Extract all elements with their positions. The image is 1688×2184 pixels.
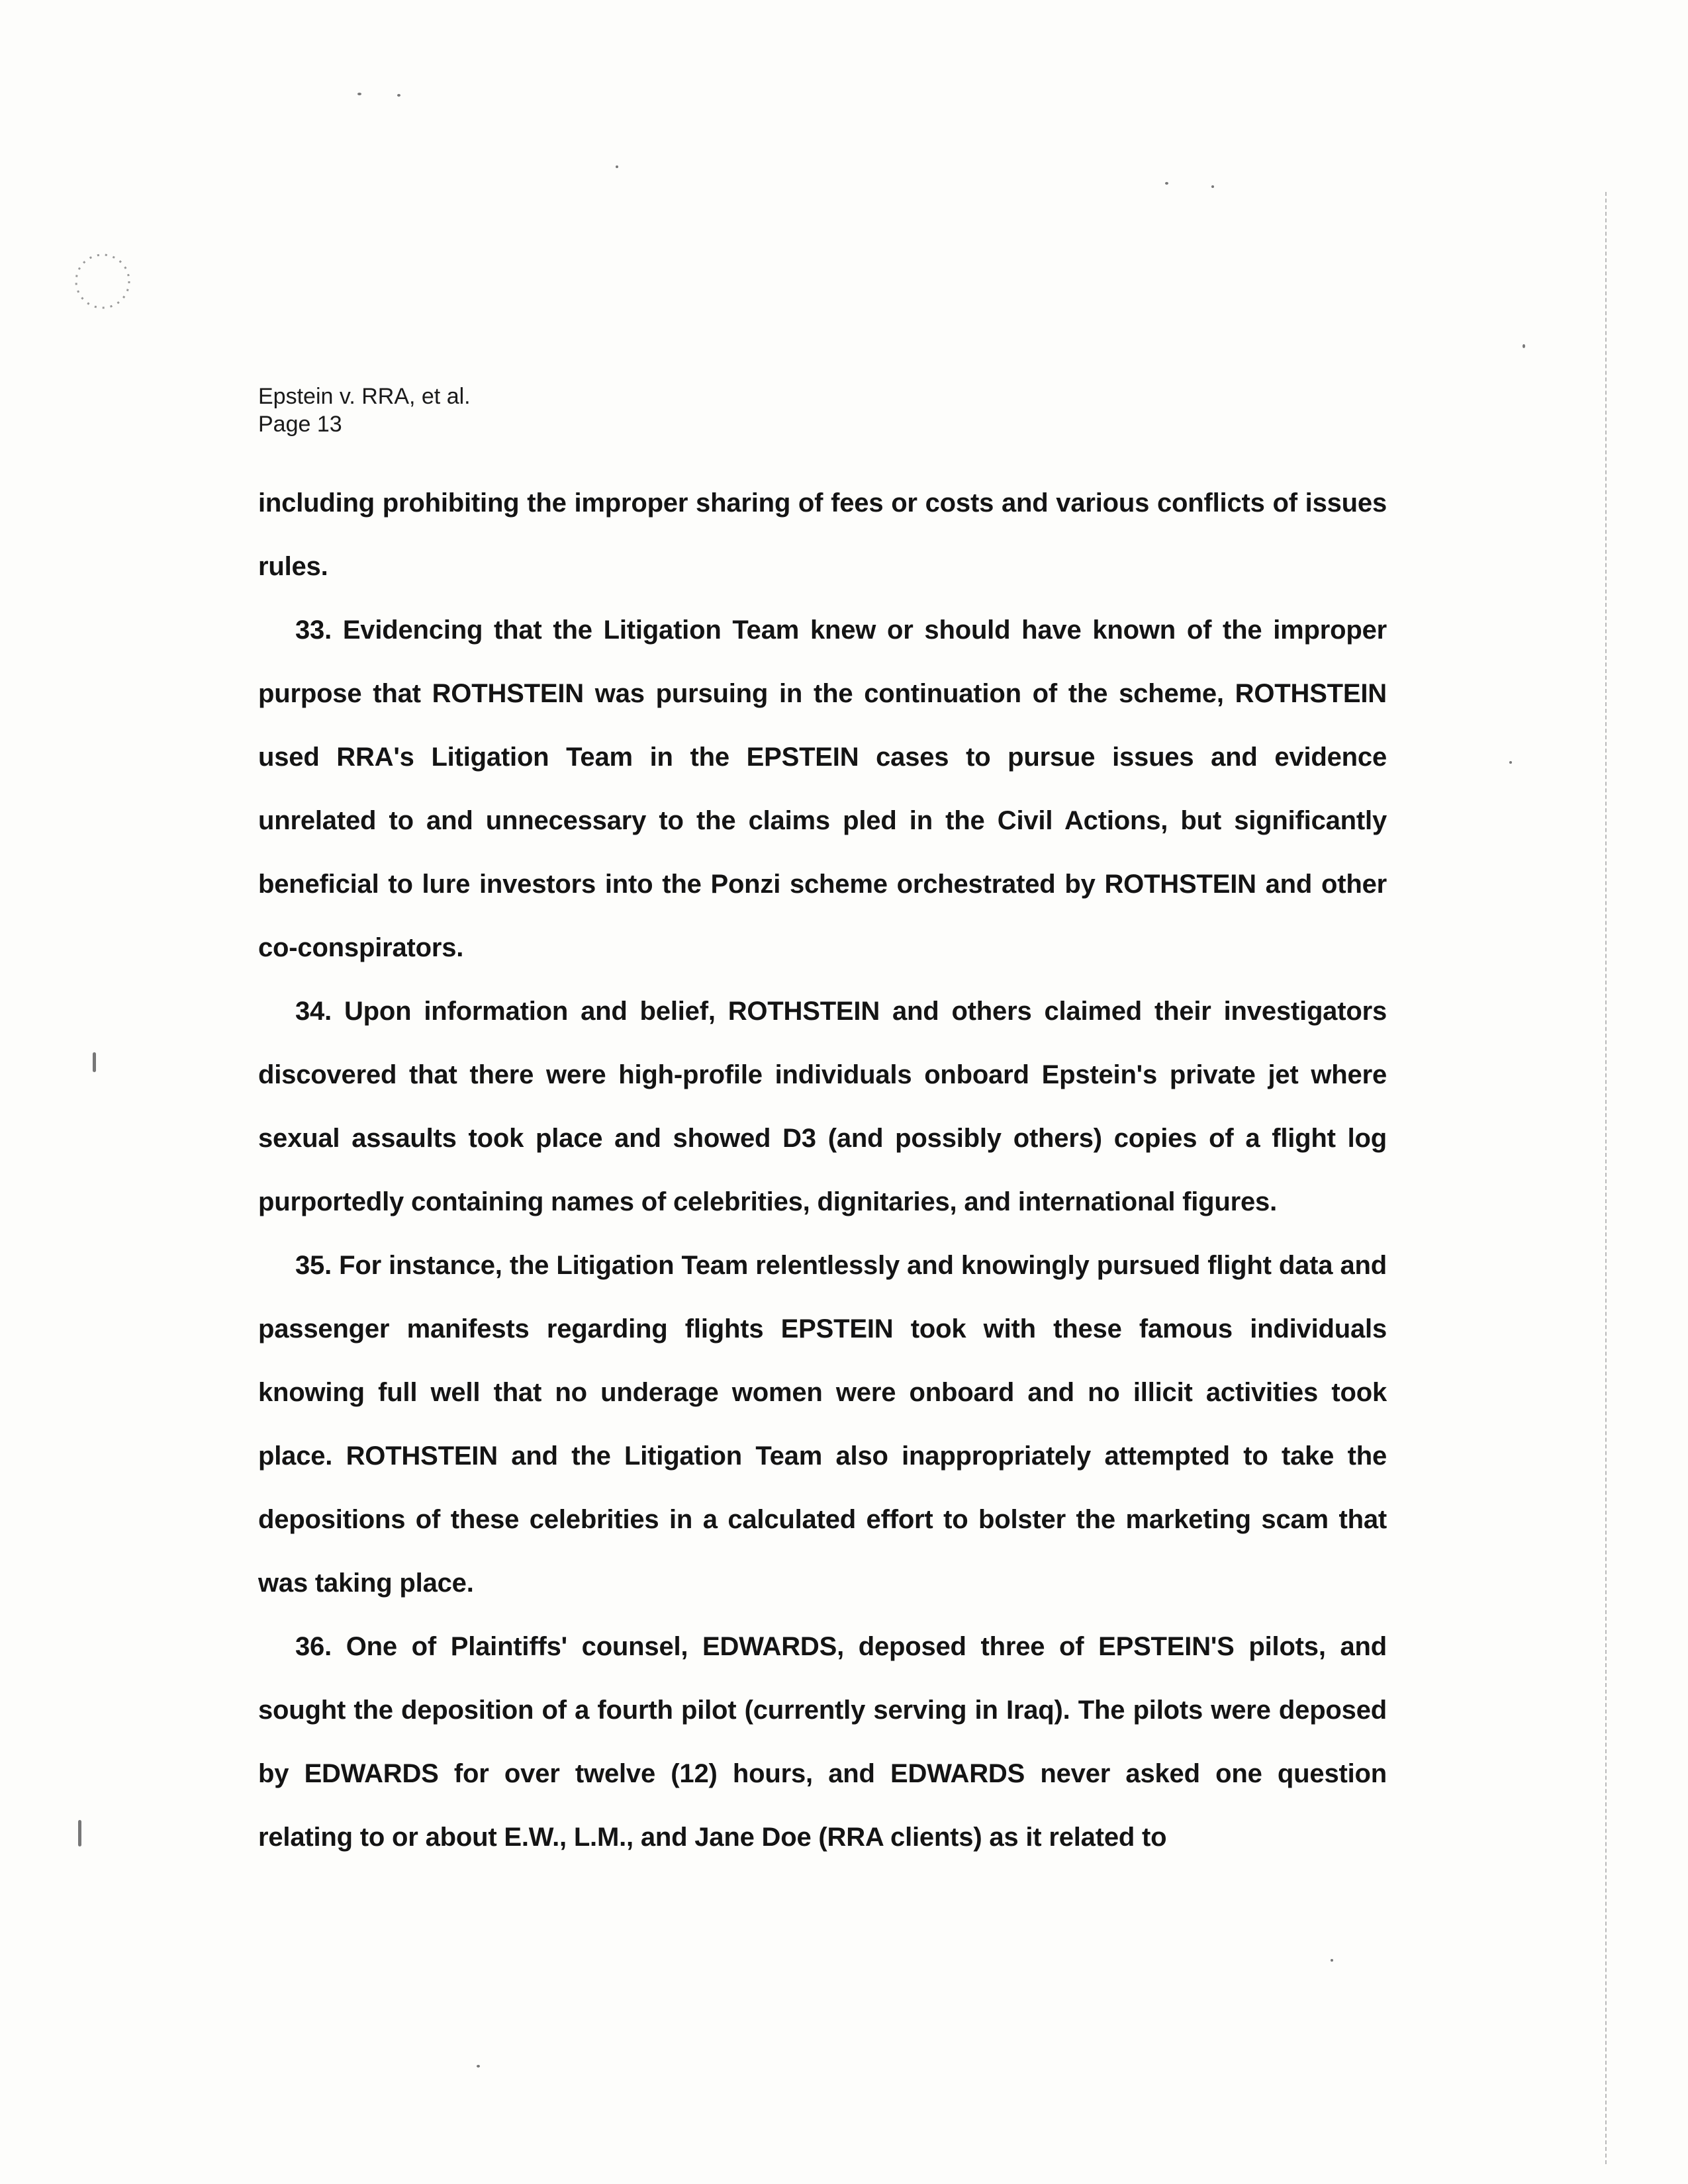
paragraph-continuation: including prohibiting the improper sharing of fees or costs and various conflicts of issues rules.	[258, 488, 1387, 581]
scan-speck	[1211, 185, 1214, 188]
case-title: Epstein v. RRA, et al.	[258, 384, 471, 409]
scan-speck	[1331, 1959, 1333, 1962]
document-body	[258, 471, 1387, 1869]
scan-speck	[78, 1820, 81, 1846]
document-header	[258, 383, 471, 438]
scan-speck	[616, 165, 618, 168]
scan-speck	[357, 93, 361, 95]
paragraph-33: 33. Evidencing that the Litigation Team knew or should have known of the improper purpose that ROTHSTEIN was pursuing in the continuation of the scheme, ROTHSTEIN used RRA's Litigation Team in the EPSTEIN cases to pursue issues and evidence unrelated to and unnecessary to the claims pled in the Civil Actions, but significantly beneficial to lure investors into the Ponzi scheme orchestrated by ROTHSTEIN and other co-conspirators.	[258, 615, 1387, 962]
scan-edge-line	[1605, 192, 1607, 2164]
scan-speck	[93, 1052, 96, 1072]
paragraph-34: 34. Upon information and belief, ROTHSTEIN and others claimed their investigators discovered that there were high-profile individuals onboard Epstein's private jet where sexual assaults took place and showed D3 (and possibly others) copies of a flight log purportedly containing names of celebrities, dignitaries, and international figures.	[258, 997, 1387, 1216]
scan-speck	[1509, 761, 1512, 764]
scan-speck	[397, 94, 400, 97]
paragraph-35: 35. For instance, the Litigation Team relentlessly and knowingly pursued flight data and passenger manifests regarding flights EPSTEIN took with these famous individuals knowing full well that no underage women were onboard and no illicit activities took place. ROTHSTEIN and the Litigation Team also inappropriately attempted to take the depositions of these celebrities in a calculated effort to bolster the marketing scam that was taking place.	[258, 1251, 1387, 1598]
scan-artifact-circle	[66, 245, 139, 318]
scan-speck	[477, 2065, 480, 2068]
page-number: Page 13	[258, 412, 342, 437]
scan-speck	[1523, 344, 1525, 348]
paragraph-36: 36. One of Plaintiffs' counsel, EDWARDS, deposed three of EPSTEIN'S pilots, and sought the deposition of a fourth pilot (currently serving in Iraq). The pilots were deposed by EDWARDS for over twelve (12) hours, and EDWARDS never asked one question relating to or about E.W., L.M., and Jane Doe (RRA clients) as it related to	[258, 1632, 1387, 1852]
scan-speck	[1165, 182, 1168, 185]
